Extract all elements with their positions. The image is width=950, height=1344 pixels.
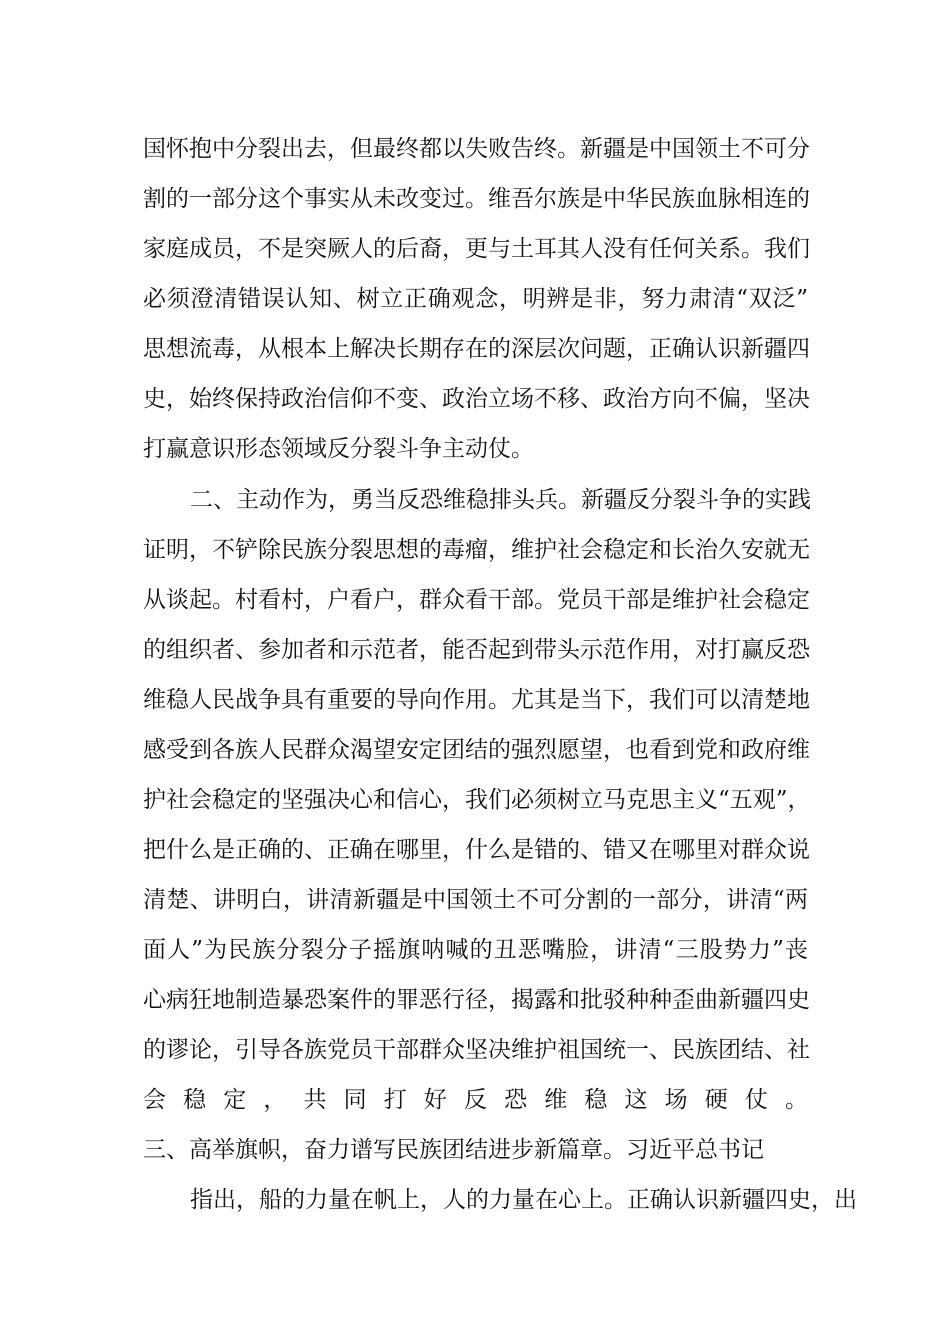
text-line: 思想流毒，从根本上解决长期存在的深层次问题，正确认识新疆四 (143, 336, 810, 362)
text-line: 三、高举旗帜，奋力谱写民族团结进步新篇章。习近平总书记 (143, 1137, 764, 1163)
text-line: 国怀抱中分裂出去，但最终都以失败告终。新疆是中国领土不可分 (143, 136, 810, 162)
text-line: 维稳人民战争具有重要的导向作用。尤其是当下，我们可以清楚地 (143, 687, 810, 713)
text-line: 打赢意识形态领域反分裂斗争主动仗。 (143, 436, 534, 462)
text-line (143, 1230, 808, 1270)
section-heading-line: 指出，船的力量在帆上，人的力量在心上。正确认识新疆四史，出 (190, 1187, 857, 1213)
text-line: 必须澄清错误认知、树立正确观念，明辨是非，努力肃清“双泛” (143, 286, 808, 312)
section-heading-line: 二、主动作为，勇当反恐维稳排头兵。新疆反分裂斗争的实践 (190, 487, 811, 513)
text-line: 护社会稳定的坚强决心和信心，我们必须树立马克思主义“五观”， (143, 787, 811, 813)
text-line: 清楚、讲明白，讲清新疆是中国领土不可分割的一部分，讲清“两 (143, 887, 808, 913)
text-line: 心病狂地制造暴恐案件的罪恶行径，揭露和批驳种种歪曲新疆四史 (143, 987, 810, 1013)
text-line: 家庭成员，不是突厥人的后裔，更与土耳其人没有任何关系。我们 (143, 236, 810, 262)
text-line: 感受到各族人民群众渴望安定团结的强烈愿望，也看到党和政府维 (143, 737, 810, 763)
text-line: 面人”为民族分裂分子摇旗呐喊的丑恶嘴脸，讲清“三股势力”丧 (143, 937, 808, 963)
text-line: 的组织者、参加者和示范者，能否起到带头示范作用，对打赢反恐 (143, 637, 810, 663)
text-line: 证明，不铲除民族分裂思想的毒瘤，维护社会稳定和长治久安就无 (143, 537, 810, 563)
text-line: 割的一部分这个事实从未改变过。维吾尔族是中华民族血脉相连的 (143, 186, 810, 212)
text-line: 把什么是正确的、正确在哪里，什么是错的、错又在哪里对群众说 (143, 837, 810, 863)
text-line: 的谬论，引导各族党员干部群众坚决维护祖国统一、民族团结、社 (143, 1037, 810, 1063)
text-line: 会稳定，共同打好反恐维稳这场硬仗。 (143, 1087, 808, 1113)
text-line: 史，始终保持政治信仰不变、政治立场不移、政治方向不偏，坚决 (143, 386, 810, 412)
text-line: 从谈起。村看村，户看户，群众看干部。党员干部是维护社会稳定 (143, 587, 810, 613)
